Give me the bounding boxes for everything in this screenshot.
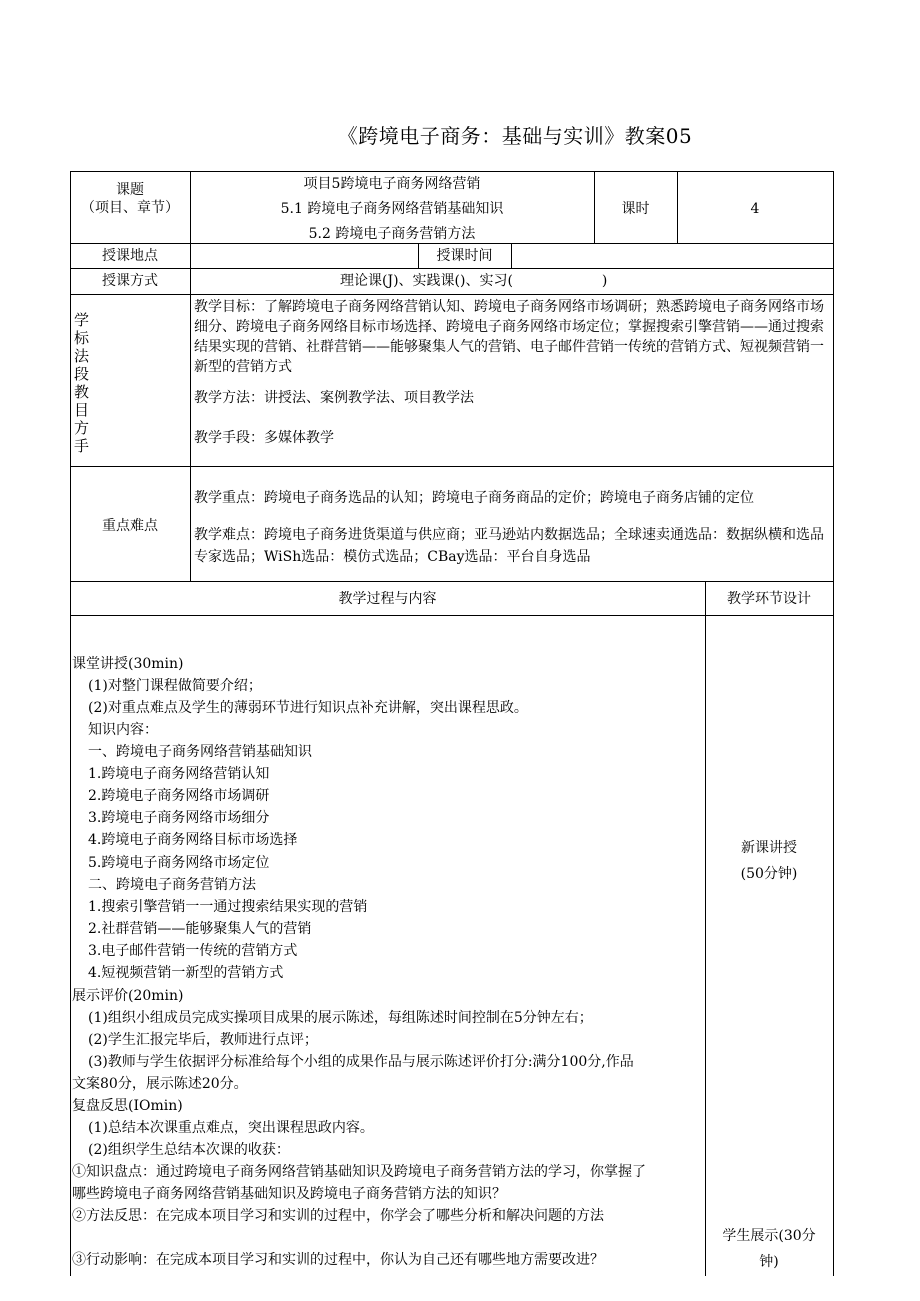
table-border xyxy=(70,268,834,269)
table-border xyxy=(70,581,834,582)
table-border xyxy=(70,171,71,1276)
process-line: (1)组织小组成员完成实操项目成果的展示陈述，每组陈述时间控制在5分钟左右； xyxy=(88,1010,593,1026)
process-line: ②方法反思：在完成本项目学习和实训的过程中，你学会了哪些分析和解决问题的方法 xyxy=(72,1208,604,1224)
topic-line: 项目5跨境电子商务网络营销 xyxy=(303,176,481,192)
process-line: (2)学生汇报完毕后，教师进行点评； xyxy=(88,1032,318,1048)
process-line: 复盘反思(IOmin) xyxy=(72,1098,183,1114)
teaching-method: 教学方法：讲授法、案例教学法、项目教学法 xyxy=(194,390,474,406)
methods-side-char: 方 xyxy=(74,419,90,437)
page-title: 《跨境电子商务：基础与实训》教案05 xyxy=(337,124,693,148)
design-student-show-time: 钟) xyxy=(759,1254,779,1270)
hours-label: 课时 xyxy=(621,201,650,217)
process-line: 2.跨境电子商务网络市场调研 xyxy=(88,788,270,804)
process-line: 1.跨境电子商务网络营销认知 xyxy=(88,766,270,782)
process-content-header: 教学过程与内容 xyxy=(338,591,437,607)
hours-value: 4 xyxy=(750,201,760,217)
process-line: 二、跨境电子商务营销方法 xyxy=(88,877,256,893)
process-line: 课堂讲授(30min) xyxy=(72,656,184,672)
process-line: 展示评价(20min) xyxy=(72,988,184,1004)
teaching-key: 教学重点：跨境电子商务选品的认知；跨境电子商务商品的定价；跨境电子商务店铺的定位 xyxy=(194,490,754,506)
keypoints-label: 重点难点 xyxy=(102,518,158,534)
process-line: 4.跨境电子商务网络目标市场选择 xyxy=(88,832,298,848)
teaching-goal: 教学目标：了解跨境电子商务网络营销认知、跨境电子商务网络市场调研；熟悉跨境电子商务网络市场细分、跨境电子商务网络目标市场选择、跨境电子商务网络市场定位；掌握搜索引擎营销——通过搜索结果实现的营销、社群营销——能够聚集人气的营销、电子邮件营销一传统的营销方式、短视频营销一新型的营销方式 xyxy=(194,299,824,375)
teaching-difficulty: 教学难点：跨境电子商务进货渠道与供应商；亚马逊站内数据选品；全球速卖通选品：数据纵横和选品专家选品；WiSh选品：模仿式选品；CBay选品：平台自身选品 xyxy=(194,527,824,565)
time-label: 授课时间 xyxy=(436,248,493,264)
process-line: 3.电子邮件营销一传统的营销方式 xyxy=(88,943,298,959)
process-line: 知识内容： xyxy=(88,722,158,738)
design-student-show: 学生展示(30分 xyxy=(722,1228,816,1244)
process-line: ③行动影响：在完成本项目学习和实训的过程中，你认为自己还有哪些地方需要改进？ xyxy=(72,1252,604,1268)
process-line: 文案80分，展示陈述20分。 xyxy=(72,1076,248,1092)
mode-label: 授课方式 xyxy=(102,273,158,289)
topic-line: 5.1 跨境电子商务网络营销基础知识 xyxy=(280,201,504,217)
process-line: 3.跨境电子商务网络市场细分 xyxy=(88,810,270,826)
process-line: (3)教师与学生依据评分标准给每个小组的成果作品与展示陈述评价打分:满分100分,作品 xyxy=(88,1054,634,1070)
process-line: 2.社群营销——能够聚集人气的营销 xyxy=(88,921,312,937)
process-line: 5.跨境电子商务网络市场定位 xyxy=(88,855,270,871)
methods-side-char: 教 xyxy=(74,383,90,401)
design-new-lesson-time: (50分钟) xyxy=(740,866,798,882)
design-new-lesson: 新课讲授 xyxy=(741,840,797,856)
process-line: 一、跨境电子商务网络营销基础知识 xyxy=(88,744,312,760)
methods-side-char: 法 xyxy=(74,347,90,365)
topic-line: 5.2 跨境电子商务营销方法 xyxy=(308,226,476,242)
methods-side-char: 学 xyxy=(74,311,90,329)
table-border xyxy=(511,243,512,268)
mode-value: 理论课(J)、实践课()、实习( ) xyxy=(340,273,608,289)
process-line: (2)对重点难点及学生的薄弱环节进行知识点补充讲解，突出课程思政。 xyxy=(88,700,528,716)
place-label: 授课地点 xyxy=(102,248,158,264)
methods-side-char: 段 xyxy=(74,365,90,383)
teaching-means: 教学手段：多媒体教学 xyxy=(194,430,334,446)
table-border xyxy=(70,615,834,616)
process-line: 4.短视频营销一新型的营销方式 xyxy=(88,965,284,981)
methods-side-char: 标 xyxy=(74,329,90,347)
methods-side-char: 目 xyxy=(74,401,90,419)
process-line: 哪些跨境电子商务网络营销基础知识及跨境电子商务营销方法的知识？ xyxy=(72,1186,506,1202)
methods-side-char: 手 xyxy=(74,437,90,455)
process-line: 1.搜索引擎营销一一通过搜索结果实现的营销 xyxy=(88,899,368,915)
topic-sub-label: （项目、章节） xyxy=(81,200,179,216)
process-line: (1)总结本次课重点难点，突出课程思政内容。 xyxy=(88,1120,374,1136)
process-line: (1)对整门课程做简要介绍； xyxy=(88,678,262,694)
table-border xyxy=(70,294,834,295)
process-line: ①知识盘点：通过跨境电子商务网络营销基础知识及跨境电子商务营销方法的学习，你掌握了 xyxy=(72,1164,646,1180)
topic-label: 课题 xyxy=(116,182,144,198)
table-border xyxy=(833,171,834,1276)
table-border xyxy=(705,581,706,1276)
process-design-header: 教学环节设计 xyxy=(727,591,811,607)
process-line: (2)组织学生总结本次课的收获： xyxy=(88,1142,290,1158)
table-border xyxy=(70,466,834,467)
table-border xyxy=(70,171,834,172)
